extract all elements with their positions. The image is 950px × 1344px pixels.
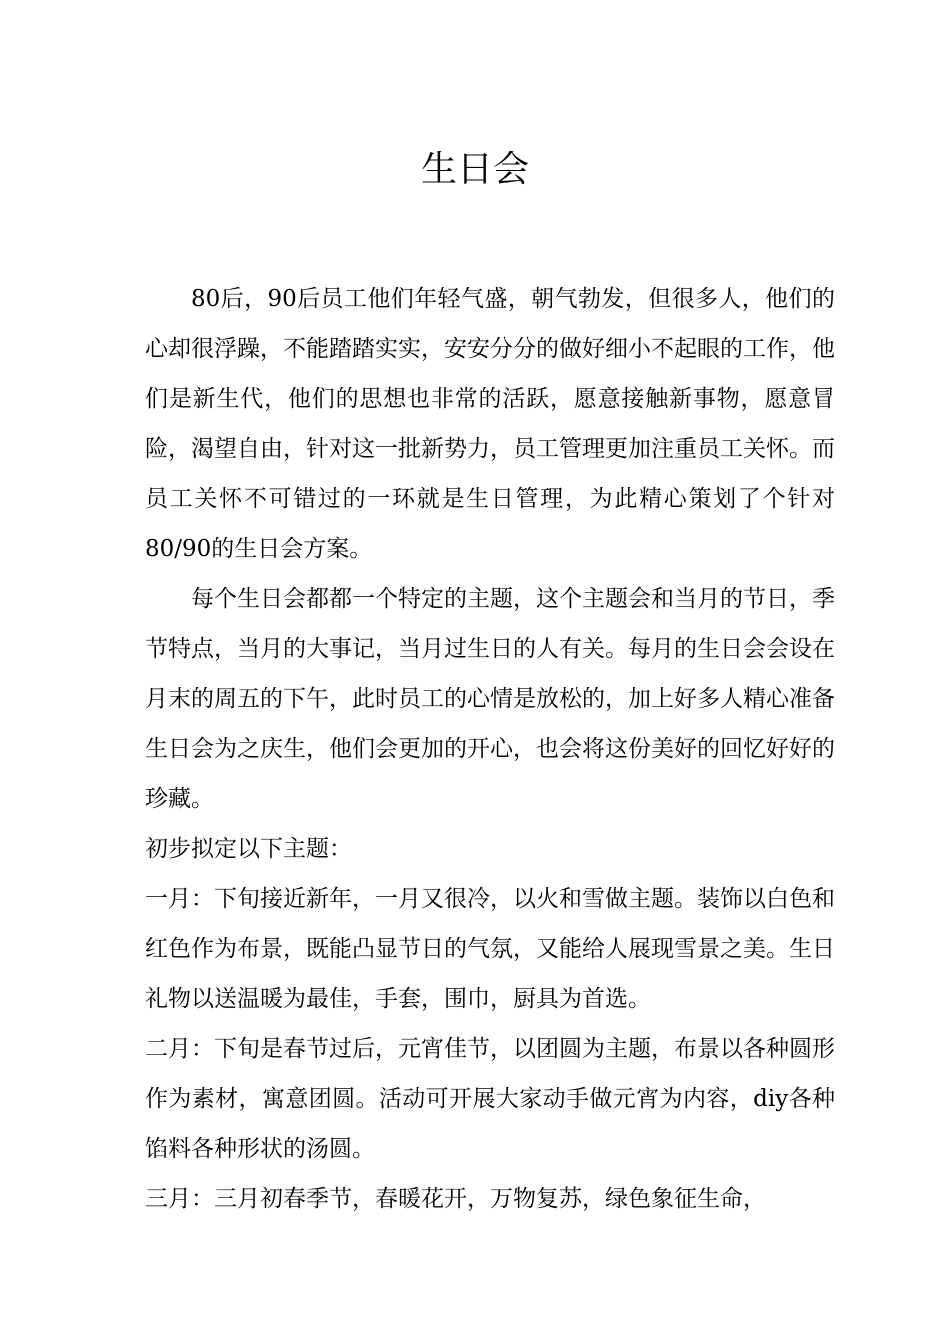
document-body xyxy=(145,274,835,1224)
paragraph-january: 一月：下旬接近新年，一月又很冷，以火和雪做主题。装饰以白色和红色作为布景，既能凸显节日的气氛，又能给人展现雪景之美。生日礼物以送温暖为最佳，手套，围巾，厨具为首选。 xyxy=(145,886,835,1012)
paragraph-march: 三月：三月初春季节，春暖花开，万物复苏，绿色象征生命， xyxy=(145,1186,766,1212)
paragraph-theme-description: 每个生日会都都一个特定的主题，这个主题会和当月的节日，季节特点，当月的大事记，当月过生日的人有关。每月的生日会会设在月末的周五的下午，此时员工的心情是放松的，加上好多人精心准备生日会为之庆生，他们会更加的开心，也会将这份美好的回忆好好的珍藏。 xyxy=(145,586,835,812)
paragraph-theme-heading: 初步拟定以下主题： xyxy=(145,836,352,862)
paragraph-intro: 80后，90后员工他们年轻气盛，朝气勃发，但很多人，他们的心却很浮躁，不能踏踏实实，安安分分的做好细小不起眼的工作，他们是新生代，他们的思想也非常的活跃，愿意接触新事物，愿意冒险，渴望自由，针对这一批新势力，员工管理更加注重员工关怀。而员工关怀不可错过的一环就是生日管理，为此精心策划了个针对80/90的生日会方案。 xyxy=(145,286,835,562)
page-title: 生日会 xyxy=(420,149,529,190)
paragraph-february: 二月：下旬是春节过后，元宵佳节，以团圆为主题，布景以各种圆形作为素材，寓意团圆。活动可开展大家动手做元宵为内容，diy各种馅料各种形状的汤圆。 xyxy=(145,1036,835,1162)
